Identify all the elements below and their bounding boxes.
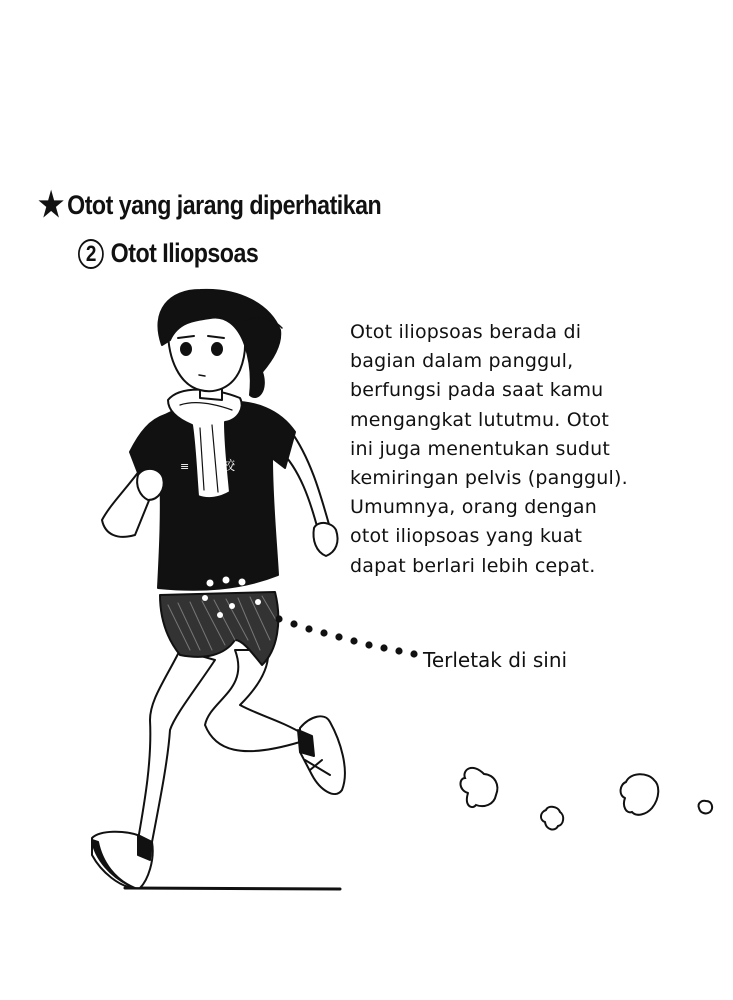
callout-label: Terletak di sini <box>423 648 568 672</box>
description-line: Umumnya, orang dengan <box>350 496 597 519</box>
section-heading <box>38 188 381 222</box>
circled-number-icon: 2 <box>78 239 104 269</box>
dust-cloud-1 <box>460 768 497 807</box>
dust-cloud-2 <box>541 807 563 830</box>
dust-cloud-4 <box>699 801 713 814</box>
front-leg <box>138 650 215 842</box>
subsection-title: Otot Iliopsoas <box>110 238 259 268</box>
runner-figure <box>92 290 345 889</box>
svg-text:≡: ≡ <box>180 460 190 473</box>
description-line: mengangkat lututmu. Otot <box>350 408 610 431</box>
left-eye <box>181 343 191 355</box>
shirt-emblem: 校 <box>222 459 236 474</box>
description-line: bagian dalam panggul, <box>350 350 574 373</box>
back-shoe <box>300 716 345 794</box>
star-icon: ★ <box>38 186 64 224</box>
dust-clouds <box>460 768 712 830</box>
callout-dotted-line <box>275 615 417 657</box>
description-line: berfungsi pada saat kamu <box>350 379 604 402</box>
left-fist <box>137 469 164 500</box>
description-line: Otot iliopsoas berada di <box>350 321 582 343</box>
ground-shadow <box>125 888 340 889</box>
description-line: ini juga menentukan sudut <box>350 437 611 460</box>
description-paragraph <box>350 318 730 581</box>
subsection-heading <box>78 238 258 269</box>
dust-cloud-3 <box>621 774 659 815</box>
description-line: otot iliopsoas yang kuat <box>350 525 583 548</box>
description-line: kemiringan pelvis (panggul). <box>350 467 628 490</box>
description-line: dapat berlari lebih cepat. <box>350 554 596 577</box>
mouth <box>199 375 205 376</box>
back-leg <box>205 650 305 751</box>
right-eye <box>212 343 222 355</box>
right-fist <box>314 523 338 556</box>
section-title: Otot yang jarang diperhatikan <box>67 189 382 220</box>
